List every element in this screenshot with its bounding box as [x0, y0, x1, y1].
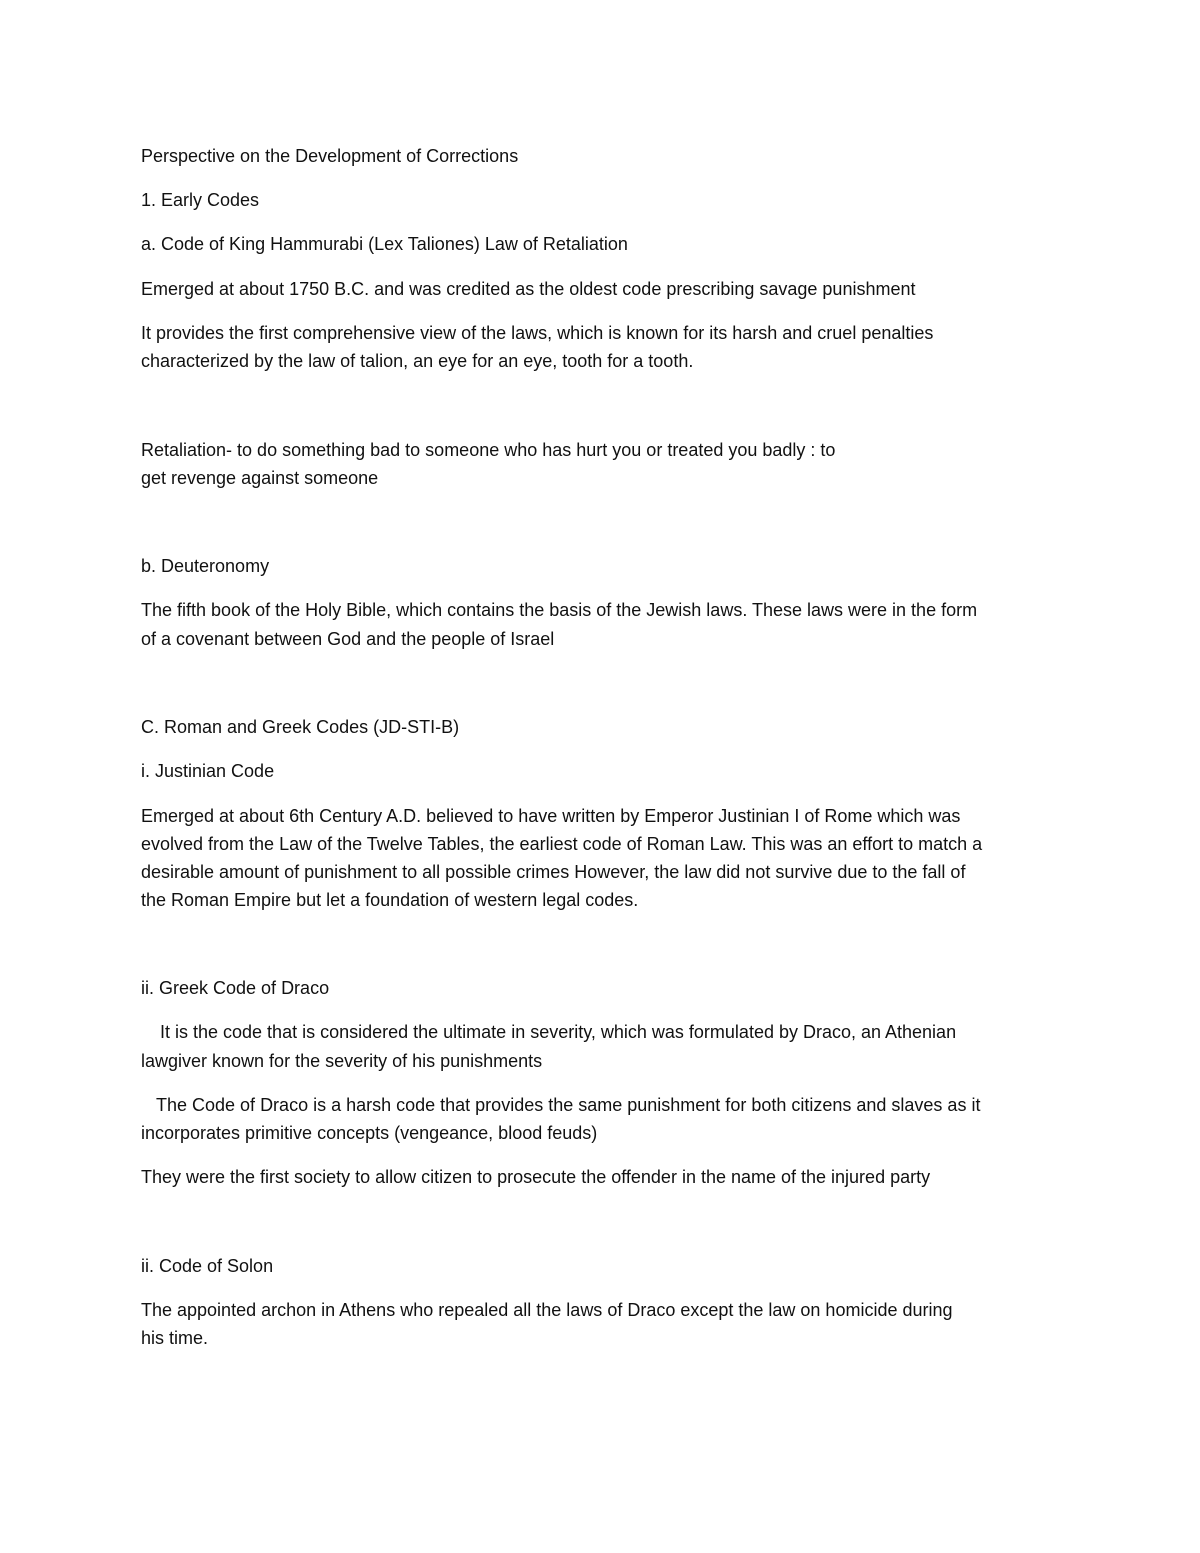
paragraph-justinian-line-2: evolved from the Law of the Twelve Tables, the earliest code of Roman Law. This was an effort to match a: [141, 834, 983, 854]
paragraph-draco-1-line-2: lawgiver known for the severity of his punishments: [141, 1051, 543, 1071]
paragraph-deuteronomy-line-1: The fifth book of the Holy Bible, which contains the basis of the Jewish laws. These laws were in the form: [141, 600, 978, 620]
paragraph-hammurabi-origin: Emerged at about 1750 B.C. and was credited as the oldest code prescribing savage punishment: [141, 279, 916, 299]
paragraph-deuteronomy-line-2: of a covenant between God and the people of Israel: [141, 629, 555, 649]
document-title: Perspective on the Development of Corrections: [141, 146, 519, 166]
paragraph-solon-line-1: The appointed archon in Athens who repealed all the laws of Draco except the law on homicide during: [141, 1300, 953, 1320]
paragraph-draco-2-line-1: The Code of Draco is a harsh code that provides the same punishment for both citizens and slaves as it: [156, 1095, 981, 1115]
paragraph-draco-1-line-1: It is the code that is considered the ultimate in severity, which was formulated by Draco, an Athenian: [160, 1022, 957, 1042]
retaliation-definition-line-1: Retaliation- to do something bad to someone who has hurt you or treated you badly : to: [141, 440, 836, 460]
heading-code-of-draco: ii. Greek Code of Draco: [141, 978, 330, 998]
heading-code-of-solon: ii. Code of Solon: [141, 1256, 274, 1276]
paragraph-draco-2-line-2: incorporates primitive concepts (vengeance, blood feuds): [141, 1123, 598, 1143]
section-heading-early-codes: 1. Early Codes: [141, 190, 260, 210]
paragraph-draco-3: They were the first society to allow citizen to prosecute the offender in the name of the injured party: [141, 1167, 931, 1187]
heading-justinian-code: i. Justinian Code: [141, 761, 275, 781]
heading-deuteronomy: b. Deuteronomy: [141, 556, 270, 576]
paragraph-hammurabi-line-1: It provides the first comprehensive view of the laws, which is known for its harsh and cruel penalties: [141, 323, 934, 343]
paragraph-justinian-line-3: desirable amount of punishment to all possible crimes However, the law did not survive due to the fall of: [141, 862, 966, 882]
paragraph-solon-line-2: his time.: [141, 1328, 209, 1348]
heading-hammurabi: a. Code of King Hammurabi (Lex Taliones) Law of Retaliation: [141, 234, 628, 254]
paragraph-justinian-line-4: the Roman Empire but let a foundation of western legal codes.: [141, 890, 639, 910]
retaliation-definition-line-2: get revenge against someone: [141, 468, 379, 488]
paragraph-justinian-line-1: Emerged at about 6th Century A.D. believed to have written by Emperor Justinian I of Rome which was: [141, 806, 961, 826]
heading-roman-greek-codes: C. Roman and Greek Codes (JD-STI-B): [141, 717, 460, 737]
paragraph-hammurabi-line-2: characterized by the law of talion, an eye for an eye, tooth for a tooth.: [141, 351, 694, 371]
